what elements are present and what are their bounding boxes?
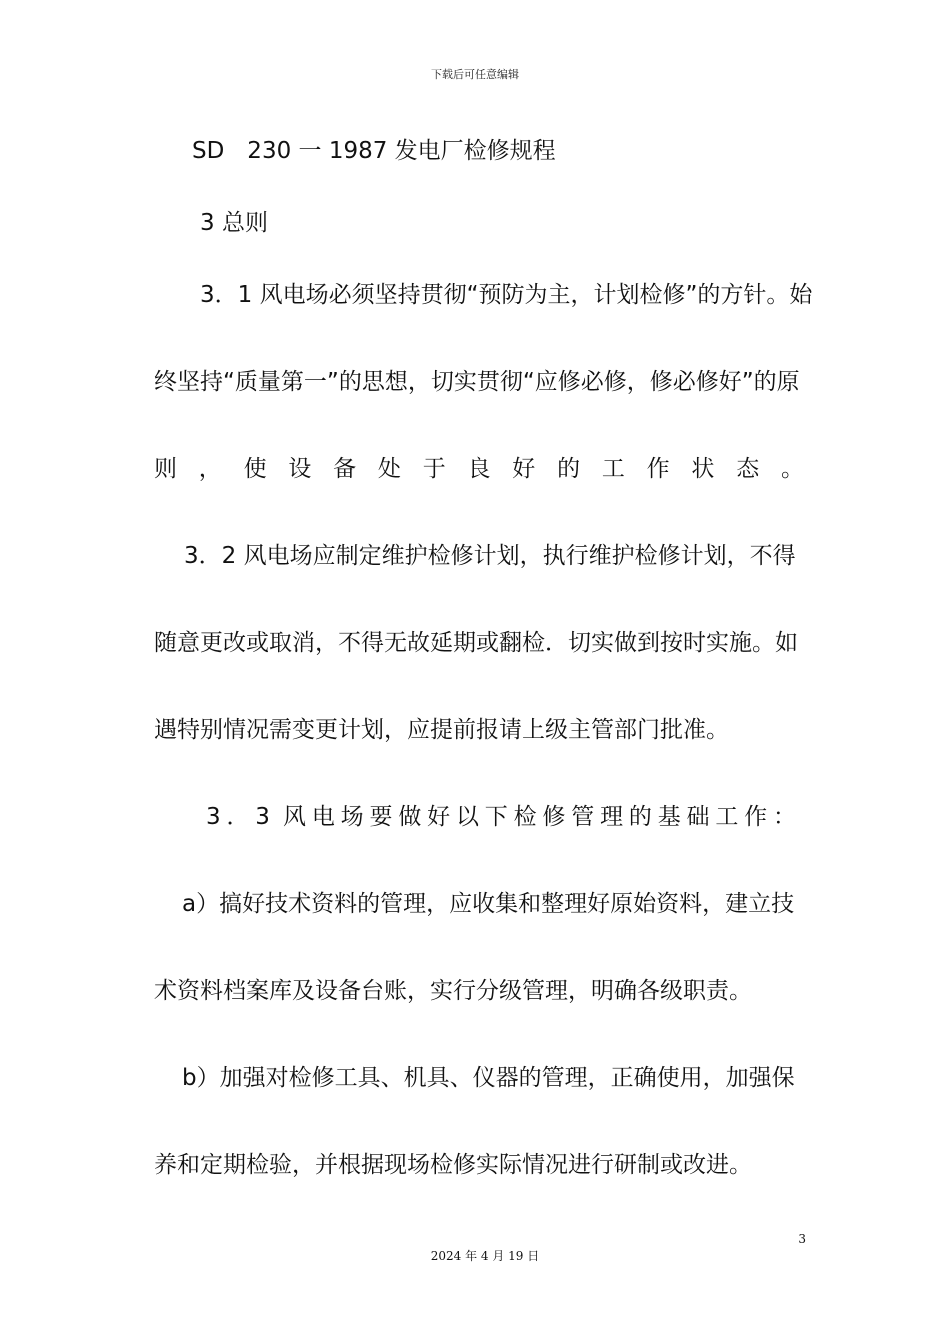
body-line-10: b）加强对检修工具、机具、仪器的管理，正确使用，加强保	[182, 1065, 795, 1091]
body-line-2: 终坚持“质量第一”的思想，切实贯彻“应修必修，修必修好”的原	[154, 369, 800, 395]
page-number: 3	[798, 1232, 806, 1246]
body-line-1: 3．1 风电场必须坚持贯彻“预防为主，计划检修”的方针。始	[200, 282, 813, 308]
body-line-9: 术资料档案库及设备台账，实行分级管理，明确各级职责。	[154, 978, 752, 1004]
footer-date: 2024 年 4 月 19 日	[430, 1249, 540, 1263]
body-line-6: 遇特别情况需变更计划，应提前报请上级主管部门批准。	[154, 717, 729, 743]
body-line-3: 则，使设备处于良好的工作状态。	[154, 456, 804, 482]
body-line-4: 3．2 风电场应制定维护检修计划，执行维护检修计划，不得	[184, 543, 796, 569]
section-heading: 3 总则	[200, 210, 268, 236]
body-line-11: 养和定期检验，并根据现场检修实际情况进行研制或改进。	[154, 1152, 752, 1178]
header-note: 下载后可任意编辑	[431, 68, 519, 81]
body-line-7: 3．3 风电场要做好以下检修管理的基础工作：	[206, 804, 796, 830]
body-line-8: a）搞好技术资料的管理，应收集和整理好原始资料，建立技	[182, 891, 795, 917]
body-line-5: 随意更改或取消，不得无故延期或翻检．切实做到按时实施。如	[154, 630, 798, 656]
document-title: SD 230 一 1987 发电厂检修规程	[192, 138, 556, 164]
